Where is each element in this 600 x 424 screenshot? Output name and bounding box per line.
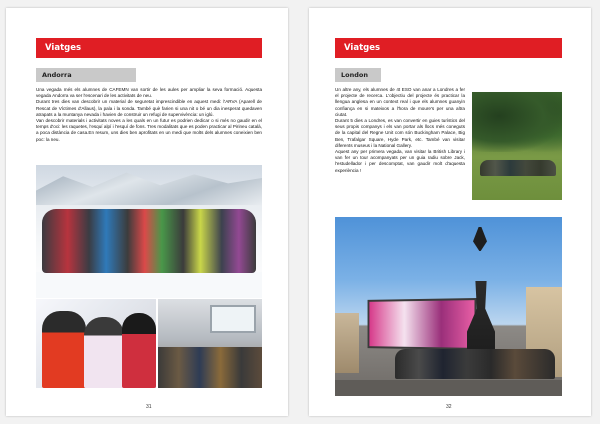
article-body: [36, 87, 262, 143]
student: [122, 313, 156, 388]
page-32: [309, 8, 591, 416]
students-on-grass: [480, 160, 556, 176]
students-seated: [158, 347, 262, 388]
billboard: [368, 298, 477, 350]
section-title: London: [335, 68, 381, 82]
trees: [472, 92, 562, 152]
statue: [473, 227, 487, 251]
page-banner: Viatges: [36, 38, 262, 58]
window: [210, 305, 256, 333]
page-number: 31: [146, 404, 152, 410]
group-of-students: [42, 209, 256, 273]
mountains: [36, 169, 262, 205]
student: [84, 317, 124, 388]
street: [335, 380, 562, 396]
group-photo-snow: [36, 165, 262, 298]
paragraph: Van descobrir materials i activitats noves a les quals en un futur es podrien dedicar o si més no gaudir en el temps d'oci: les raquetes, l'esquí alpí i l'esquí de fons. Tres modalitats que es poden practicar al Pirineu català, a poca distància de casa.En resum, uns dies ben aprofitats en un medi que molts dels alumnes coneixien ben poc: la neu.: [36, 118, 262, 142]
refuge-room-photo: [158, 299, 262, 388]
paragraph: Un altre any, els alumnes de 4t ESO van anar a Londres a fer el projecte de recerca. L'objectiu del projecte és practicar la llengua anglesa en un context real i que els alumnes guanyin confiança en si mateixos a l'hora de moure's per una altra ciutat.: [335, 87, 465, 117]
page-banner: Viatges: [335, 38, 562, 58]
building: [335, 313, 359, 373]
student: [42, 311, 86, 388]
section-title: Andorra: [36, 68, 136, 82]
paragraph: Una vegada més els alumnes de CAFEMN van sortir de les aules per ampliar la seva formació. Aquesta vegada Andorra va ser l'escenari de les activitats de neu.: [36, 87, 262, 99]
piccadilly-photo: [335, 217, 562, 396]
paragraph: Durant 5 dies a Londres, es van convertir en guies turístics del seus propis companys i els van portar als llocs més coneguts de la capital del Regne Unit com són Buckingham Palace, Big Ben, Trafalgar Square, Hyde Park, etc. També van visitar diferents museus i la National Gallery.: [335, 118, 465, 148]
selfie-photo: [36, 299, 156, 388]
snow-ground: [36, 272, 262, 298]
page-number: 32: [446, 404, 452, 410]
article-body: [335, 87, 465, 174]
page-31: [6, 8, 288, 416]
paragraph: Durant tres dies van descobrir un material de seguretat imprescindible en aquest medi: l'ARVA (Aparell de Rescat de Víctimes d'Allaus), la pala i la sonda. També què farien si una nit o bé un dia inesperat quedaven atrapats a la muntanya nevada i havien de construir un refugi de supervivència: un iglú.: [36, 99, 262, 117]
paragraph: Aquest any per primera vegada, van visitar la British Library i van fer un tour acompanyats per un guia radiu sobre Jack, l'estudellador i per descomptat, van gaudir molt d'aquesta experiència !: [335, 149, 465, 173]
park-photo: [472, 92, 562, 200]
group-of-students: [395, 349, 555, 379]
